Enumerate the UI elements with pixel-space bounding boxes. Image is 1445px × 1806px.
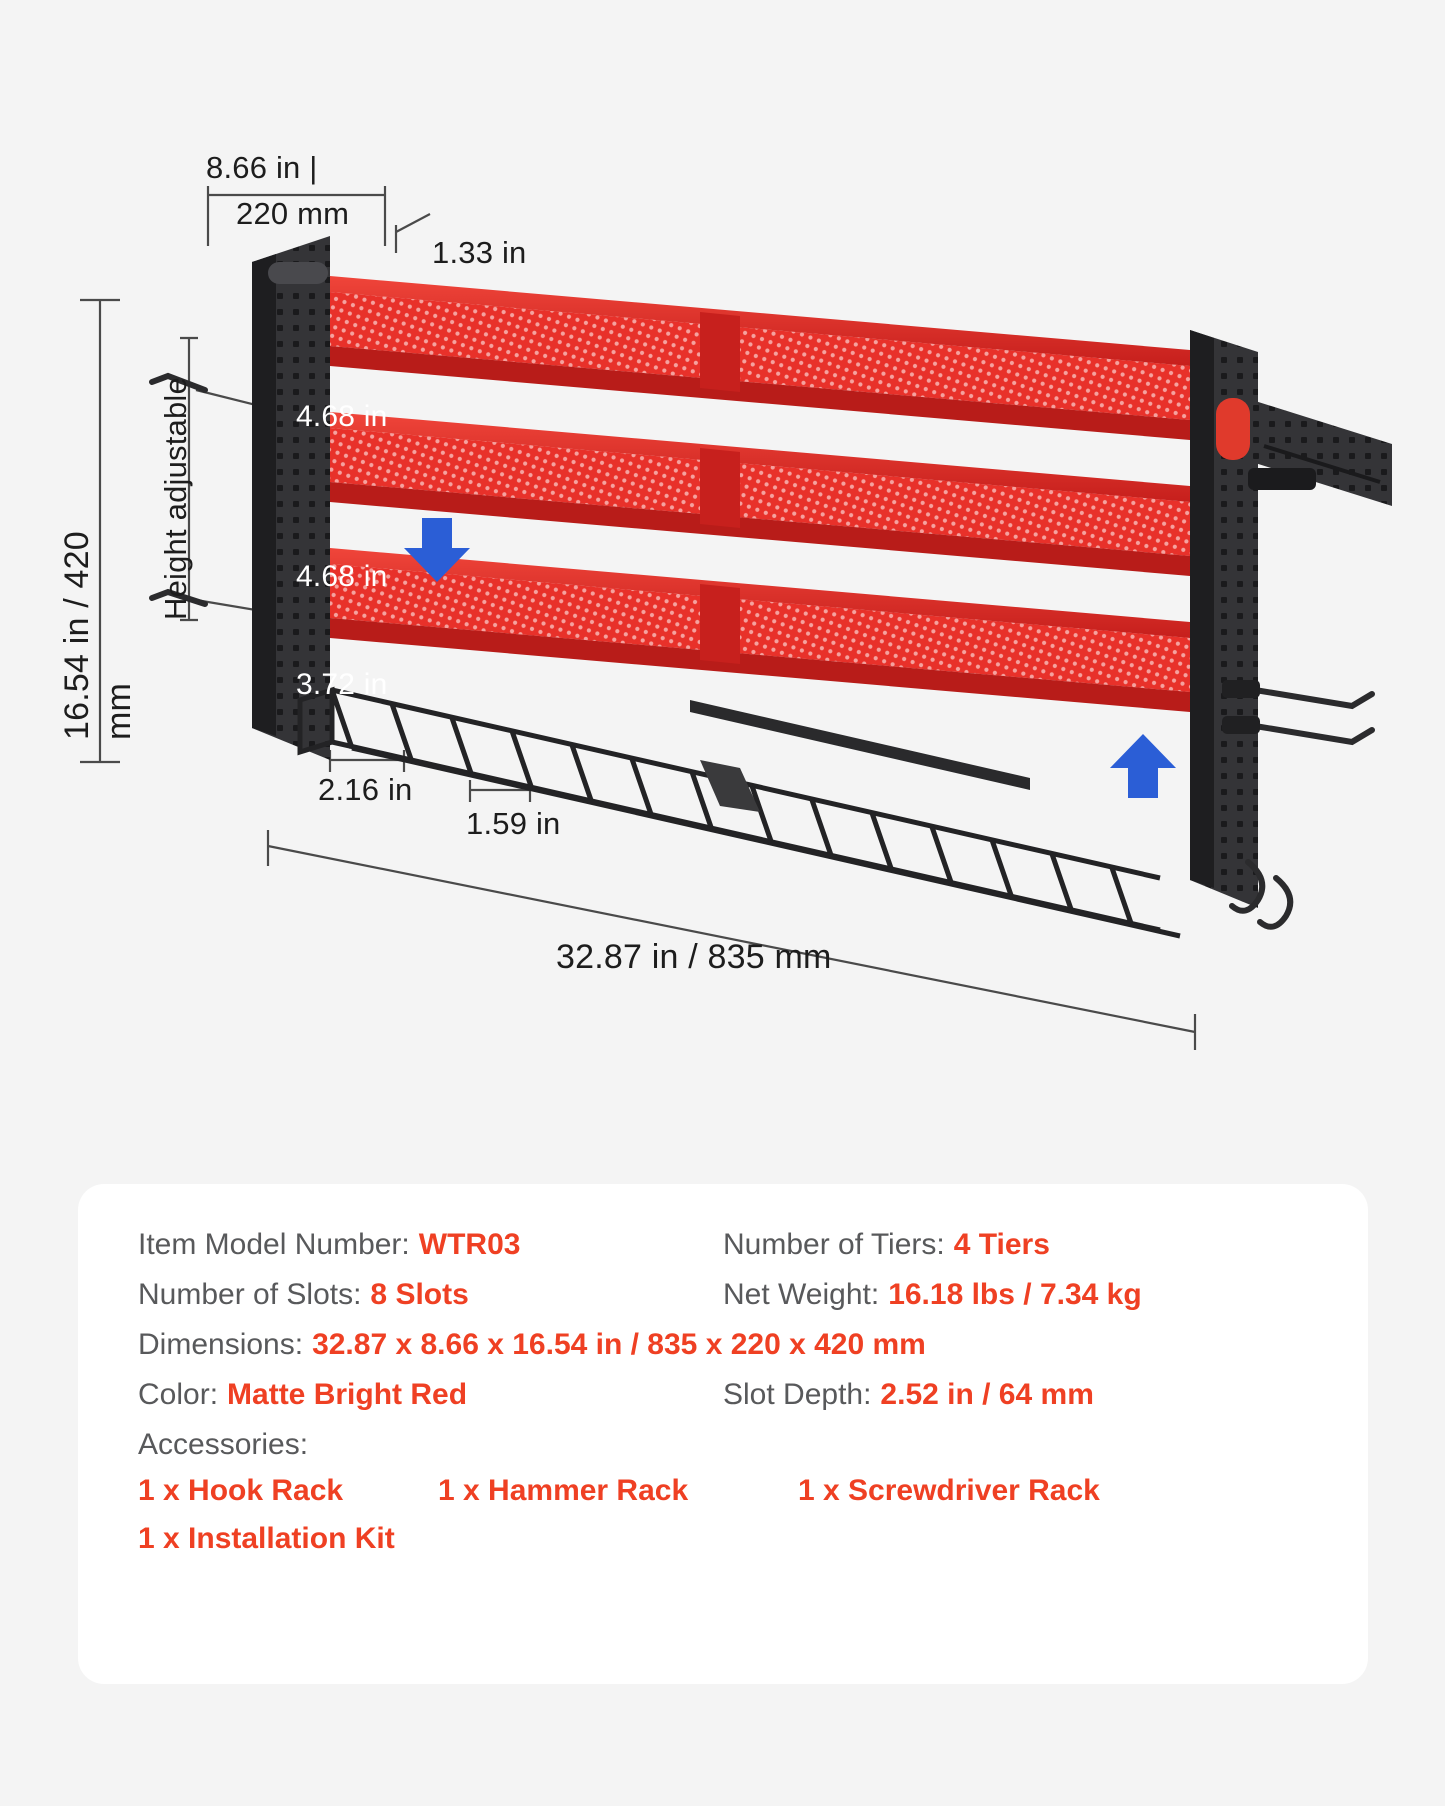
spec-value: 8 Slots — [370, 1278, 469, 1311]
height-adjustable-label: Height adjustable — [158, 377, 193, 620]
accessories-label: Accessories: — [138, 1428, 309, 1461]
spec-key: Color: — [138, 1378, 219, 1411]
spec-number-of-slots — [138, 1278, 723, 1312]
spec-key: Slot Depth: — [723, 1378, 872, 1411]
spec-key: Number of Slots: — [138, 1278, 362, 1311]
total-height-label-1: 16.54 in / 420 — [58, 531, 96, 740]
total-height-label-2: mm — [100, 682, 138, 740]
spec-value: 16.18 lbs / 7.34 kg — [888, 1278, 1142, 1311]
spec-row-2 — [138, 1278, 1308, 1312]
spec-key: Item Model Number: — [138, 1228, 410, 1261]
accessory-hammer-rack: 1 x Hammer Rack — [438, 1474, 689, 1507]
total-width-label: 32.87 in / 835 mm — [556, 938, 832, 976]
accessory-hook-rack: 1 x Hook Rack — [138, 1474, 344, 1507]
rack-body — [252, 236, 1392, 936]
specification-card — [78, 1184, 1368, 1684]
spec-slot-depth — [723, 1378, 1308, 1412]
wire-basket — [300, 690, 1180, 936]
spec-row-dimensions — [138, 1328, 1308, 1362]
spec-value: 2.52 in / 64 mm — [880, 1378, 1094, 1411]
spec-item-model-number — [138, 1228, 723, 1262]
tier-gap-3-label: 3.72 in — [296, 668, 388, 701]
spec-dimensions — [138, 1328, 926, 1362]
spec-row-1 — [138, 1228, 1308, 1262]
accessories-row-2 — [138, 1522, 1308, 1556]
spec-value: Matte Bright Red — [227, 1378, 468, 1411]
depth-label-mm: 220 mm — [236, 196, 350, 231]
spec-row-color — [138, 1378, 1308, 1412]
top-tier-label: 1.33 in — [432, 235, 527, 270]
spec-key: Net Weight: — [723, 1278, 880, 1311]
slot-width-2-label: 1.59 in — [466, 806, 561, 841]
accessory-installation-kit: 1 x Installation Kit — [138, 1522, 395, 1555]
spec-number-of-tiers — [723, 1228, 1308, 1262]
spec-value: WTR03 — [418, 1228, 521, 1261]
depth-label-in: 8.66 in | — [206, 150, 318, 185]
slot-width-1-label: 2.16 in — [318, 772, 413, 807]
spec-color — [138, 1378, 723, 1412]
spec-key: Dimensions: — [138, 1328, 304, 1361]
spec-value: 32.87 x 8.66 x 16.54 in / 835 x 220 x 420 mm — [312, 1328, 926, 1361]
accessory-screwdriver-rack: 1 x Screwdriver Rack — [798, 1474, 1100, 1507]
accessories-row-1 — [138, 1474, 1308, 1508]
spec-net-weight — [723, 1278, 1308, 1312]
tier-gap-1-label: 4.68 in — [296, 400, 388, 433]
spec-value: 4 Tiers — [953, 1228, 1050, 1261]
tier-gap-2-label: 4.68 in — [296, 560, 388, 593]
spec-key: Number of Tiers: — [723, 1228, 945, 1261]
right-hook-rods — [1255, 690, 1372, 742]
